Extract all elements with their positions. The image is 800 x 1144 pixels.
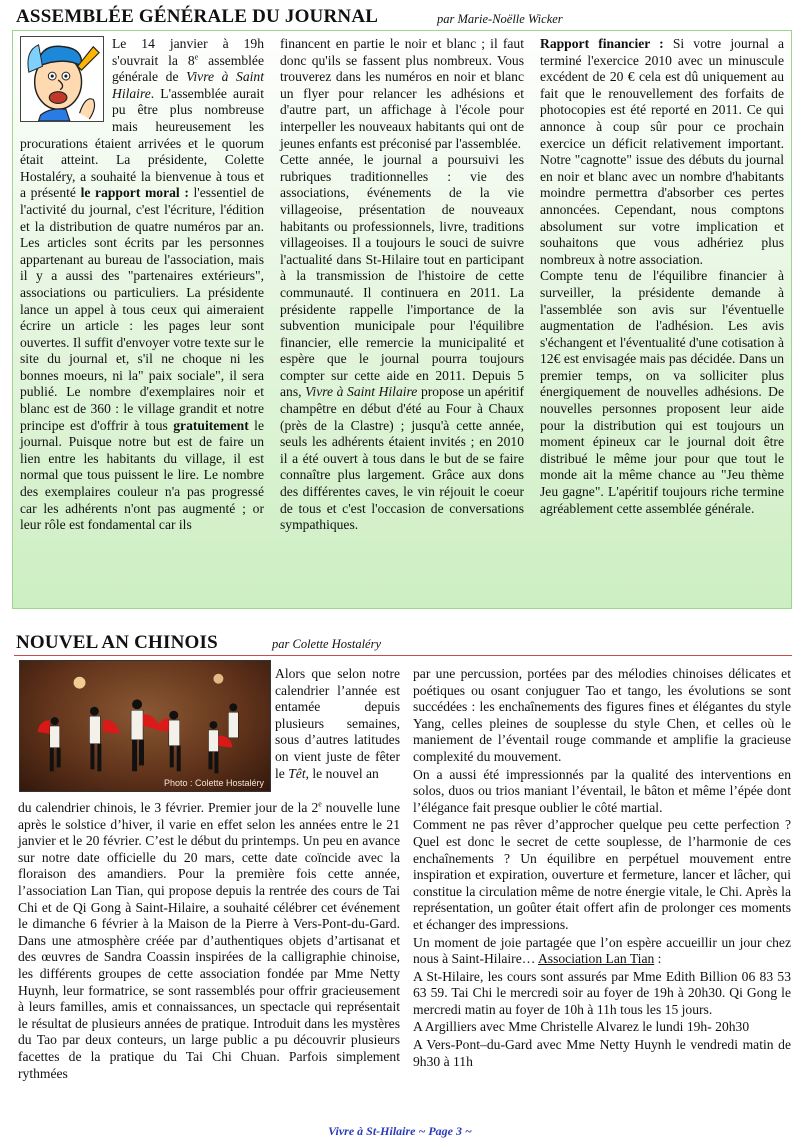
text-run: Association Lan Tian (537, 951, 655, 967)
text-run: Le 14 janvier à 19h s'ouvrait la 8 (112, 36, 264, 68)
text-run: Rapport financier : (540, 36, 664, 51)
text-run: A St-Hilaire, les cours sont assurés par Mme Edith Billion 06 83 53 63 59. Tai Chi le mercredi soir au foyer de 19h à 20h30. Qi Gong le mercredi matin au foyer de 10h à 11h tous les 15 jours. (413, 968, 791, 1017)
photo-credit: Photo : Colette Hostaléry (163, 778, 264, 788)
page-footer: Vivre à St-Hilaire ~ Page 3 ~ (328, 1124, 472, 1138)
text-run: Un moment de joie partagée que l’on espère accueillir un jour chez nous à Saint-Hilaire… (413, 934, 791, 967)
text-run: le journal. Puisque notre but est de faire un lien entre les habitants du village, il est normal que tous puissent le lire. Le nombre des exemplaires couleur n'a pas progressé car les adhérents n'ont pas augmenté ; or leur rôle est fondamental car ils (20, 417, 264, 533)
article1-col3-text (540, 36, 784, 516)
paragraph (413, 817, 791, 933)
paragraph (413, 1019, 791, 1036)
text-run: Si votre journal a terminé l'exercice 2010 avec un minuscule excédent de 20 € cela est dû uniquement au fait que le renouvellement des forfaits de photocopies est été reporté en 2011. Ce qui annonce à coup sûr pour ce prochain exercice un déficit relativement important. Notre "cagnotte" issue des débuts du journal en noir et blanc avec un nombre d'habitants moindre permettra d'absorber ces pertes annoncées. Cependant, nous comptons absolument sur votre implication et souhaitons que vous adhériez plus nombreux à notre association. (540, 36, 784, 267)
text-run: propose un apéritif champêtre en début d'été au Four à Chaux (près de la Clastre) ; jusqu'à cette année, seuls les adhérents étaient invités ; en 2010 il a été ouvert à tous dans le but de se faire connaître plus largement. Grâce aux dons des différentes caves, le vin réjouit le coeur de tous et c'est l'occasion de conversations sympathiques. (280, 384, 525, 533)
article1-column-2 (280, 36, 524, 534)
dance-performance-photo (19, 660, 271, 792)
cartoon-illustration-icon (20, 36, 104, 122)
paragraph (413, 969, 791, 1019)
text-run: , le nouvel an (305, 765, 379, 781)
text-run: Cette année, le journal a poursuivi les rubriques traditionnelles : vie des associations, événements de la vie villageoise, présentation de nouveaux habitants ou professionnels, livre, traditions villageoises. Il a toujours le souci de suivre l'actualité dans St-Hilaire tout en participant à la transmission de l'histoire de cette communauté. Il continuera en 2011. La présidente rappelle l'importance de la subvention municipale pour l'équilibre financier, elle remercie la municipalité et espère que le journal pourra toujours compter sur cette aide en 2011. Depuis 5 ans, (280, 152, 524, 400)
text-run: par une percussion, portées par des mélodies chinoises délicates et poétiques ou osant conjuguer Tao et tango, les évolutions se sont succédées : les enchaînements des figures fines et élégantes du style Yang, celles pleines de souplesse du style Chen, et celles où le maniement de l’éventail rouge commande et amplifie la gracieuse complexité du mouvement. (413, 666, 791, 764)
article-title-nouvel-an: NOUVEL AN CHINOIS (16, 632, 218, 653)
text-run: financent en partie le noir et blanc ; il faut donc qu'ils se fassent plus nombreux. Vous trouverez dans les numéros en noir et blanc un flyer pour relancer les adhésions et d'autre part, un affichage à l'école pour interpeller les nouveaux habitants qui ont de jeunes enfants est préconisé par l'assemblée. (280, 36, 524, 151)
text-run: . L'assemblée aurait pu être plus nombreuse mais heureusement les procurations étaient arrivées et le quorum était atteint. La présidente, Colette Hostaléry, a souhaité la bienvenue à tous et a présenté (20, 85, 264, 201)
paragraph (413, 767, 791, 817)
text-run: Comment ne pas rêver d’approcher quelque peu cette perfection ? Quel est donc le secret de cette souplesse, de l’harmonie de ces enchaînements ? Un équilibre en perpétuel mouvement entre inspiration et expiration, ouverture et fermeture, lancer et lâcher, qui constitue la circulation même de notre énergie vitale, le Chi. Après la représentation, un goûter était offert afin de prolonger ces moments et échanger des impressions. (413, 817, 791, 932)
paragraph (413, 666, 791, 766)
text-run: A Vers-Pont–du-Gard avec Mme Netty Huynh le vendredi matin de 9h30 à 11h (413, 1037, 791, 1069)
article-title-assemblee: ASSEMBLÉE GÉNÉRALE DU JOURNAL (16, 6, 379, 27)
text-run: e (194, 52, 199, 62)
text-run: e (318, 799, 322, 809)
text-run: l'essentiel de l'activité du journal, c'est l'écriture, l'édition et la distribution de quatre numéros par an. Les articles sont écrits par les personnes appartenant au bureau de l'association, mais il y a aussi des "partenaires extérieurs", associations ou particuliers. La présidente lance un appel à tous ceux qui aimeraient écrire un article : les pages leur sont ouvertes. Il suffit d'envoyer votre texte sur le site du journal et, s'il ne choque ni les bonnes moeurs, ni la" paix sociale", il sera publié. Le nombre d'exemplaires noir et blanc est de 360 : le village grandit et notre principe est d'offrir à tous (20, 185, 264, 433)
text-run: Compte tenu de l'équilibre financier à surveiller, la présidente demande à l'assemblée son avis sur l'éventuelle augmentation de l'adhésion. Les avis s'échangent et l'éventualité d'une cotisation à 12€ est envisagée mais pas décidée. Dans un premier temps, on va solliciter plus énergiquement de nouvelles adhésions. De nouvelles personnes proposent leur aide pour la distribution qui est toujours un moment épineux car le journal doit être distribué le même jour pour que tout le monde ait la même chance au "Jeu thème Jeu gagne". L'apéritif toujours riche termine agréablement cette assemblée générale. (540, 268, 784, 516)
text-run: Têt (288, 765, 306, 781)
text-run: Alors que selon notre calendrier l’année est entamée depuis plusieurs semaines, sous d’autres latitudes on vient juste de fêter le (275, 666, 400, 781)
text-run: du calendrier chinois, le 3 février. Premier jour de la 2 (18, 800, 319, 815)
text-run: A Argilliers avec Mme Christelle Alvarez le lundi 19h- 20h30 (413, 1019, 750, 1035)
text-run: Vivre à Saint Hilaire (112, 69, 264, 101)
section-divider (14, 655, 792, 656)
article2-intro (275, 666, 400, 782)
paragraph (413, 1037, 791, 1070)
text-run: nouvelle lune après le solstice d’hiver, il varie en effet selon les années entre le 21 janvier et le 20 février. C’est le début du printemps. Un peu en avance sur notre date officielle du 20 mars, cette date coïncide avec la floraison des amandiers. Pour la première fois cette année, l’association Lan Tian, qui propose depuis la rentrée des cours de Tai Chi et de Qi Gong à Saint-Hilaire, a souhaité célébrer cet événement le dimanche 6 février à la Maison de la Pierre à Vers-Pont-du-Gard. Dans une atmosphère créée par d’authentiques objets d’artisanat et des œuvres de Sandra Coassin inspirées de la calligraphie chinoise, les différents groupes de cette association fondée par Mme Netty Huynh, leur formatrice, se sont rassemblés pour offrir gracieusement à leurs familles, amis et connaissances, un spectacle qui représentait le résultat de plusieurs années de pratique. Introduit dans les mystères du Tao par deux conteurs, un large public a pu découvrir plusieurs facettes de la pratique du Tai Chi Chuan. Parfois simplement rythmées (18, 800, 400, 1081)
text-run: : (654, 951, 662, 967)
text-run: On a aussi été impressionnés par la qualité des interventions en solos, duos ou trios maniant l’éventail, le bâton et même l’épée dont l’élégance fait presque oublier le côté martial. (413, 766, 791, 815)
text-run: Vivre à Saint Hilaire (305, 384, 418, 400)
article1-column-3 (540, 36, 784, 517)
text-run: gratuitement (173, 417, 249, 433)
article2-column-2 (413, 666, 791, 1071)
paragraph (413, 935, 791, 968)
article2-column-1 (18, 800, 400, 1082)
byline-assemblee: par Marie-Noëlle Wicker (437, 12, 563, 26)
byline-nouvel-an: par Colette Hostaléry (272, 637, 382, 651)
text-run: le rapport moral : (80, 185, 189, 201)
article1-column-1 (20, 36, 264, 534)
text-run: assemblée générale de (112, 52, 264, 85)
article1-col2-text (280, 36, 524, 532)
